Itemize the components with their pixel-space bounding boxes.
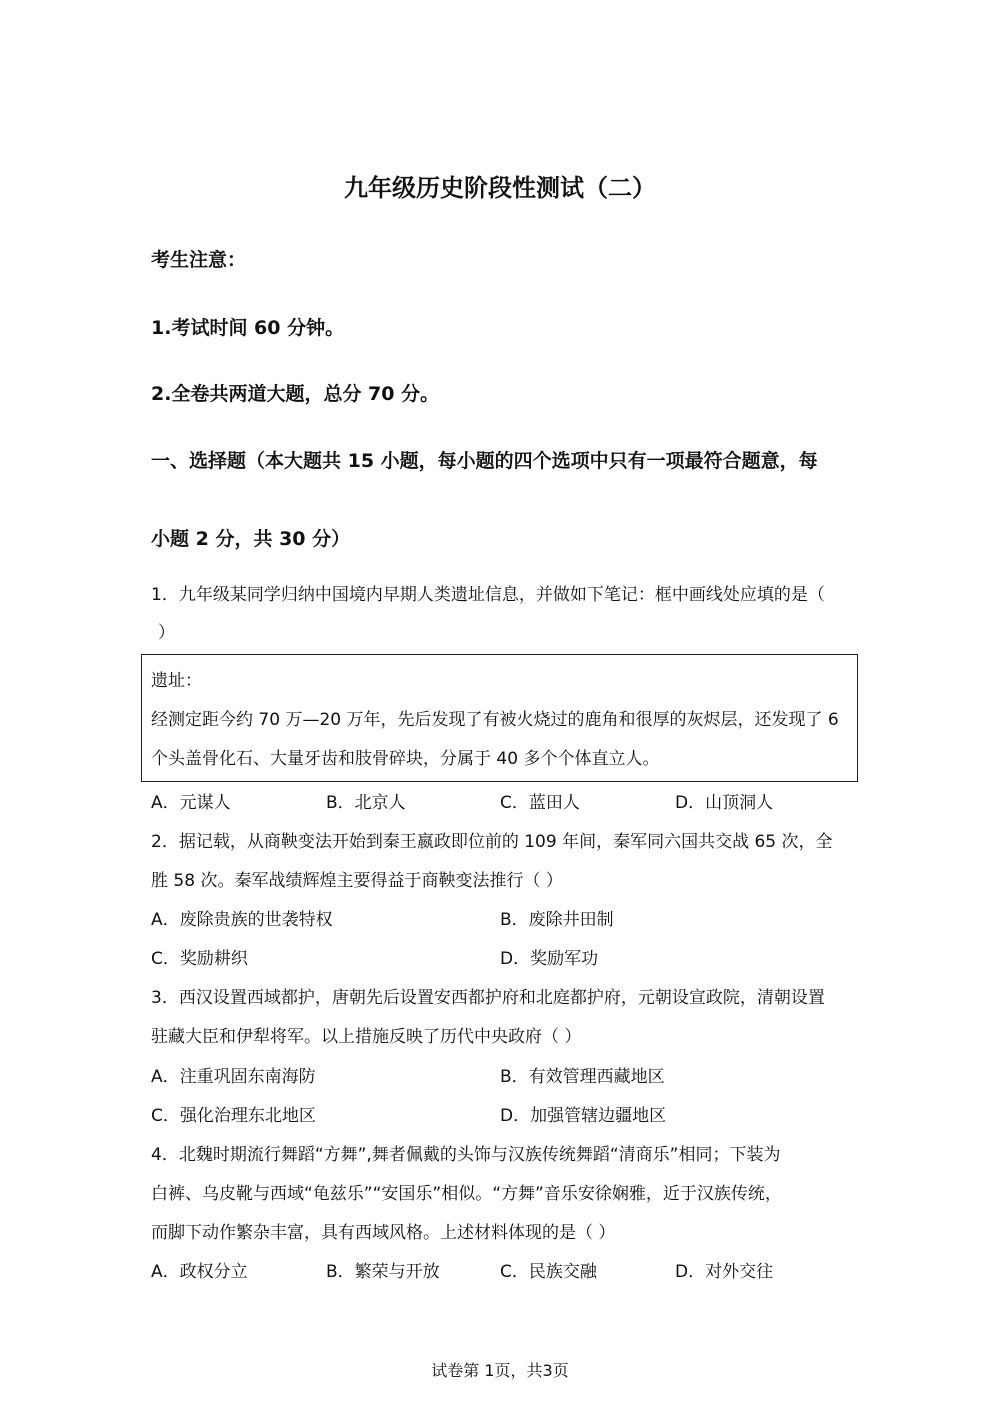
q1-box-label: 遗址： xyxy=(151,671,202,691)
q4-option-d[interactable]: D．对外交往 xyxy=(675,1262,774,1282)
q4-stem-line-2: 白裤、乌皮靴与西域“龟兹乐”“安国乐”相似。“方舞”音乐安徐娴雅，近于汉族传统， xyxy=(151,1184,782,1204)
q3-option-d[interactable]: D．加强管辖边疆地区 xyxy=(500,1106,667,1126)
q1-stem-line-2: ） xyxy=(158,623,175,643)
q4-stem-line-1: 4．北魏时期流行舞蹈“方舞”,舞者佩戴的头饰与汉族传统舞蹈“清商乐”相同；下装为 xyxy=(151,1145,781,1165)
q1-stem-line-1: 1．九年级某同学归纳中国境内早期人类遗址信息，并做如下笔记：框中画线处应填的是（ xyxy=(151,585,825,605)
q4-option-b[interactable]: B．繁荣与开放 xyxy=(326,1262,440,1282)
q3-option-a[interactable]: A．注重巩固东南海防 xyxy=(151,1067,316,1087)
q2-stem-line-1: 2．据记载，从商鞅变法开始到秦王嬴政即位前的 109 年间，秦军同六国共交战 65 次，全 xyxy=(151,832,833,852)
q3-option-c[interactable]: C．强化治理东北地区 xyxy=(151,1106,316,1126)
q2-option-b[interactable]: B．废除井田制 xyxy=(500,910,614,930)
q4-stem-line-3: 而脚下动作繁杂丰富，具有西域风格。上述材料体现的是（ ） xyxy=(151,1223,616,1243)
page-footer: 试卷第 1页，共3页 xyxy=(431,1361,569,1380)
q1-option-b[interactable]: B．北京人 xyxy=(326,793,406,813)
q2-option-c[interactable]: C．奖励耕织 xyxy=(151,949,248,969)
notice-item-2: 2.全卷共两道大题，总分 70 分。 xyxy=(151,383,440,405)
q3-stem-line-1: 3．西汉设置西域都护，唐朝先后设置安西都护府和北庭都护府，元朝设宣政院，清朝设置 xyxy=(151,988,825,1008)
q1-box-line-1: 经测定距今约 70 万—20 万年，先后发现了有被火烧过的鹿角和很厚的灰烬层，还发现了 6 xyxy=(151,710,839,730)
q1-option-d[interactable]: D．山顶洞人 xyxy=(675,793,774,813)
q1-option-a[interactable]: A．元谋人 xyxy=(151,793,231,813)
section-heading-line-2: 小题 2 分，共 30 分） xyxy=(151,528,351,550)
q2-option-a[interactable]: A．废除贵族的世袭特权 xyxy=(151,910,333,930)
notice-heading: 考生注意： xyxy=(151,249,247,271)
q1-box-line-2: 个头盖骨化石、大量牙齿和肢骨碎块，分属于 40 多个个体直立人。 xyxy=(151,749,660,769)
q2-option-d[interactable]: D．奖励军功 xyxy=(500,949,599,969)
notice-item-1: 1.考试时间 60 分钟。 xyxy=(151,317,345,339)
section-heading-line-1: 一、选择题（本大题共 15 小题，每小题的四个选项中只有一项最符合题意，每 xyxy=(151,450,818,472)
q4-option-c[interactable]: C．民族交融 xyxy=(500,1262,597,1282)
q3-option-b[interactable]: B．有效管理西藏地区 xyxy=(500,1067,665,1087)
q2-stem-line-2: 胜 58 次。秦军战绩辉煌主要得益于商鞅变法推行（ ） xyxy=(151,871,563,891)
q1-option-c[interactable]: C．蓝田人 xyxy=(500,793,580,813)
q4-option-a[interactable]: A．政权分立 xyxy=(151,1262,248,1282)
q3-stem-line-2: 驻藏大臣和伊犁将军。以上措施反映了历代中央政府（ ） xyxy=(151,1027,582,1047)
page-title: 九年级历史阶段性测试（二） xyxy=(344,174,656,202)
